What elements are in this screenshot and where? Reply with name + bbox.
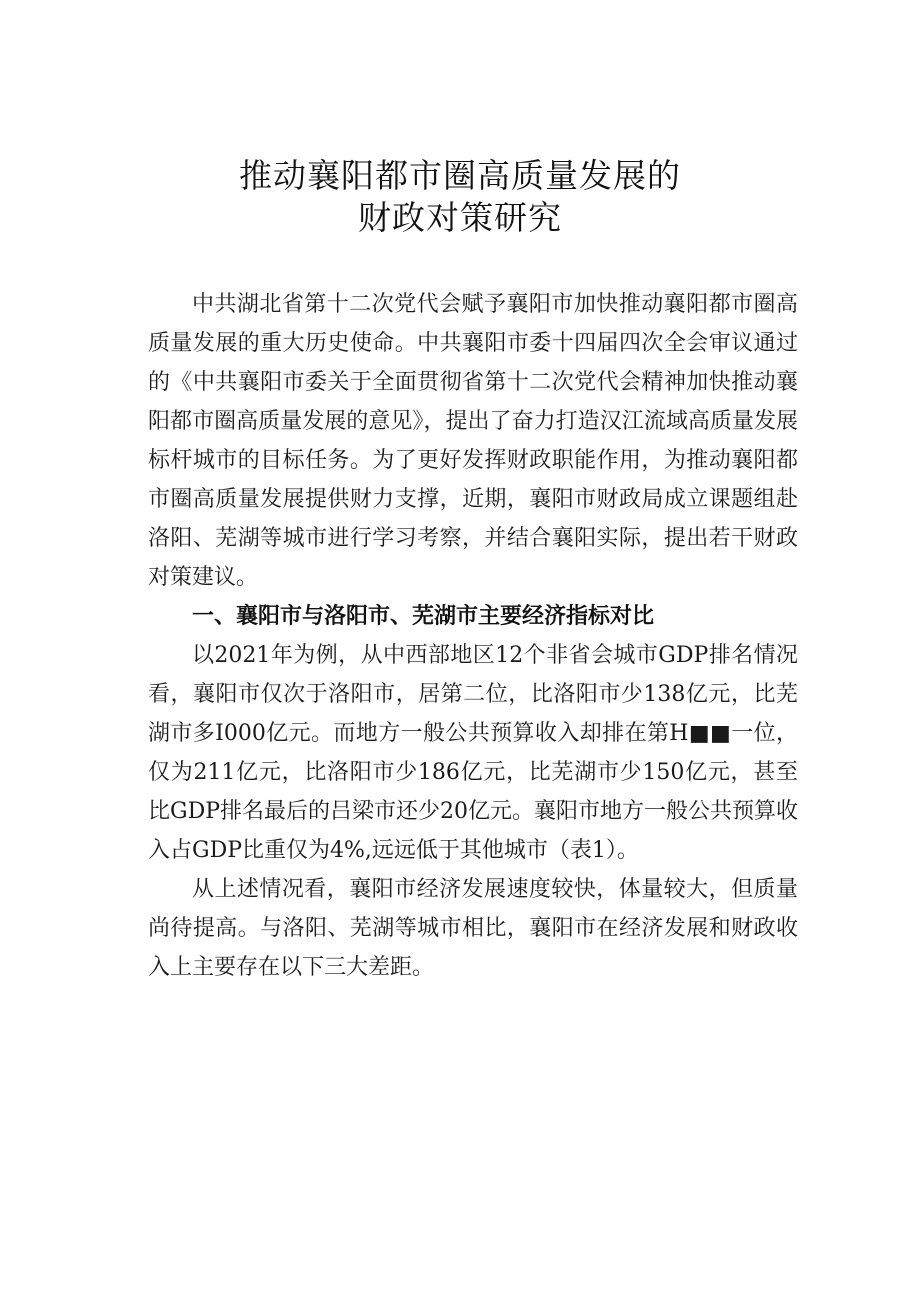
document-title-line1: 推动襄阳都市圈高质量发展的 — [239, 156, 681, 195]
paragraph-summary: 从上述情况看，襄阳市经济发展速度较快，体量较大，但质量尚待提高。与洛阳、芜湖等城市相比，襄阳市在经济发展和财政收入上主要存在以下三大差距。 — [148, 877, 798, 980]
document-title-line2: 财政对策研究 — [358, 198, 562, 237]
section-heading-1: 一、襄阳市与洛阳市、芜湖市主要经济指标对比 — [192, 604, 655, 629]
paragraph-comparison: 以2021年为例，从中西部地区12个非省会城市GDP排名情况看，襄阳市仅次于洛阳市，居第二位，比洛阳市少138亿元，比芜湖市多I000亿元。而地方一般公共预算收入却排在第H■■一位，仅为211亿元，比洛阳市少186亿元，比芜湖市少150亿元，甚至比GDP排名最后的吕梁市还少20亿元。襄阳市地方一般公共预算收入占GDP比重仅为4%,远远低于其他城市（表1）。 — [148, 643, 799, 863]
document-body — [148, 285, 798, 987]
paragraph-intro: 中共湖北省第十二次党代会赋予襄阳市加快推动襄阳都市圈高质量发展的重大历史使命。中共襄阳市委十四届四次全会审议通过的《中共襄阳市委关于全面贯彻省第十二次党代会精神加快推动襄阳都市圈高质量发展的意见》，提出了奋力打造汉江流域高质量发展标杆城市的目标任务。为了更好发挥财政职能作用，为推动襄阳都市圈高质量发展提供财力支撑，近期，襄阳市财政局成立课题组赴洛阳、芜湖等城市进行学习考察，并结合襄阳实际，提出若干财政对策建议。 — [148, 292, 798, 590]
